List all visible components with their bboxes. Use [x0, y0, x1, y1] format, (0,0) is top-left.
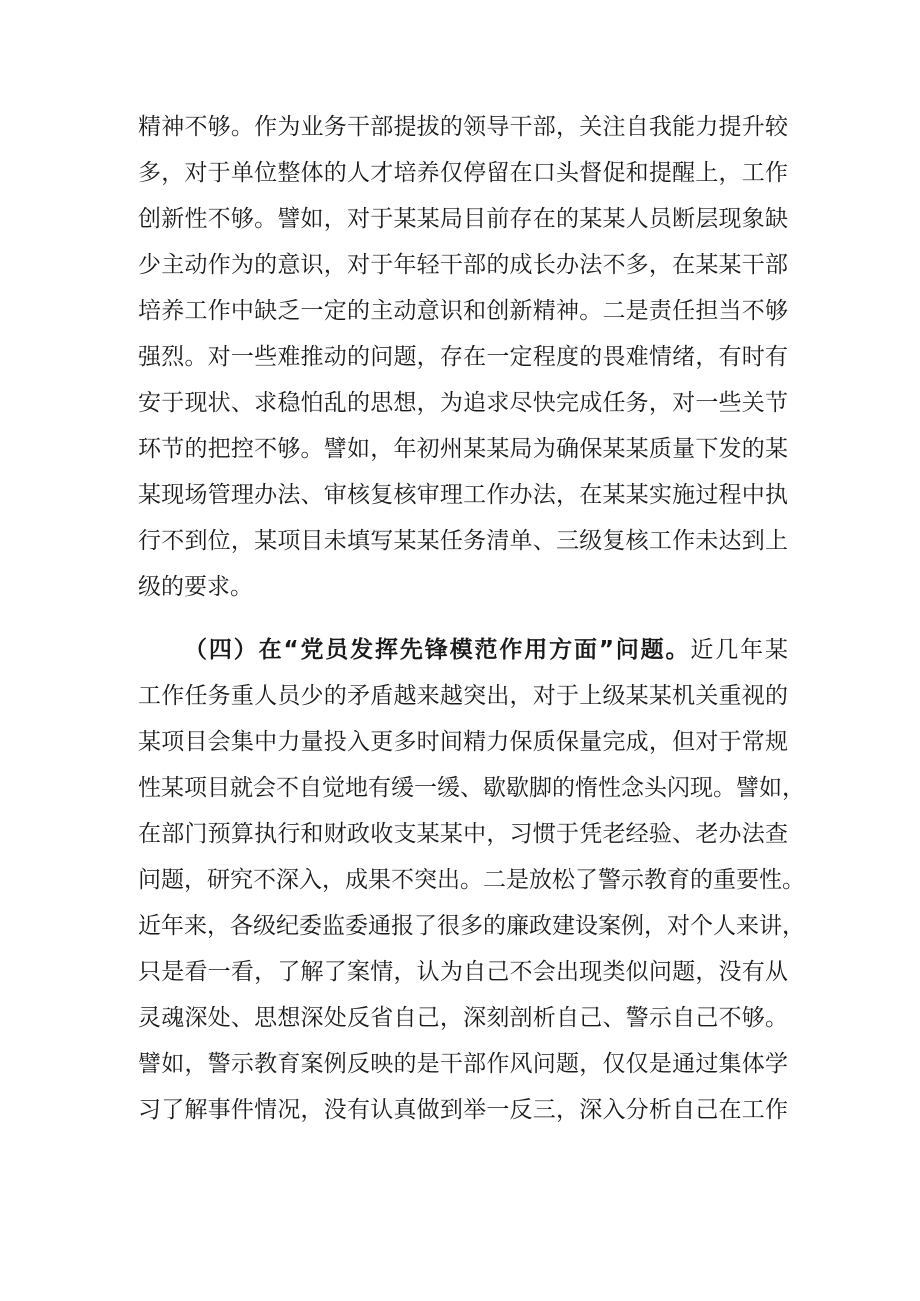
section-heading-line — [184, 633, 788, 667]
section-heading: （四）在“党员发挥先锋模范作用方面”问题。 — [184, 637, 691, 663]
text-line: 近年来，各级纪委监委通报了很多的廉政建设案例，对个人来讲， — [138, 913, 805, 939]
text-line: 培养工作中缺乏一定的主动意识和创新精神。二是责任担当不够 — [138, 298, 788, 324]
text-line: 只是看一看，了解了案情，认为自己不会出现类似问题，没有从 — [138, 959, 788, 985]
text-line: 习了解事件情况，没有认真做到举一反三，深入分析自己在工作 — [138, 1097, 788, 1123]
text-line: 环节的把控不够。譬如，年初州某某局为确保某某质量下发的某 — [138, 436, 788, 462]
text-line: 某项目会集中力量投入更多时间精力保质保量完成，但对于常规 — [138, 729, 788, 755]
text-line: 性某项目就会不自觉地有缓一缓、歇歇脚的惰性念头闪现。譬如， — [138, 775, 805, 801]
text-line: 某现场管理办法、审核复核审理工作办法，在某某实施过程中执 — [138, 482, 788, 508]
text-line: 工作任务重人员少的矛盾越来越突出，对于上级某某机关重视的 — [138, 683, 788, 709]
text-line: 强烈。对一些难推动的问题，存在一定程度的畏难情绪，有时有 — [138, 344, 788, 370]
text-line: 行不到位，某项目未填写某某任务清单、三级复核工作未达到上 — [138, 528, 788, 554]
heading-line-tail: 近几年某 — [690, 637, 789, 663]
text-line: 创新性不够。譬如，对于某某局目前存在的某某人员断层现象缺 — [138, 206, 788, 232]
text-line: 问题，研究不深入，成果不突出。二是放松了警示教育的重要性。 — [138, 867, 805, 893]
text-line: 多，对于单位整体的人才培养仅停留在口头督促和提醒上，工作 — [138, 160, 788, 186]
text-line: 安于现状、求稳怕乱的思想，为追求尽快完成任务，对一些关节 — [138, 390, 788, 416]
text-line: 在部门预算执行和财政收支某某中，习惯于凭老经验、老办法查 — [138, 821, 788, 847]
text-line: 级的要求。 — [138, 574, 253, 600]
text-line: 譬如，警示教育案例反映的是干部作风问题，仅仅是通过集体学 — [138, 1051, 788, 1077]
text-line: 少主动作为的意识，对于年轻干部的成长办法不多，在某某干部 — [138, 252, 788, 278]
text-line: 灵魂深处、思想深处反省自己，深刻剖析自己、警示自己不够。 — [138, 1005, 788, 1031]
text-line: 精神不够。作为业务干部提拔的领导干部，关注自我能力提升较 — [138, 114, 788, 140]
